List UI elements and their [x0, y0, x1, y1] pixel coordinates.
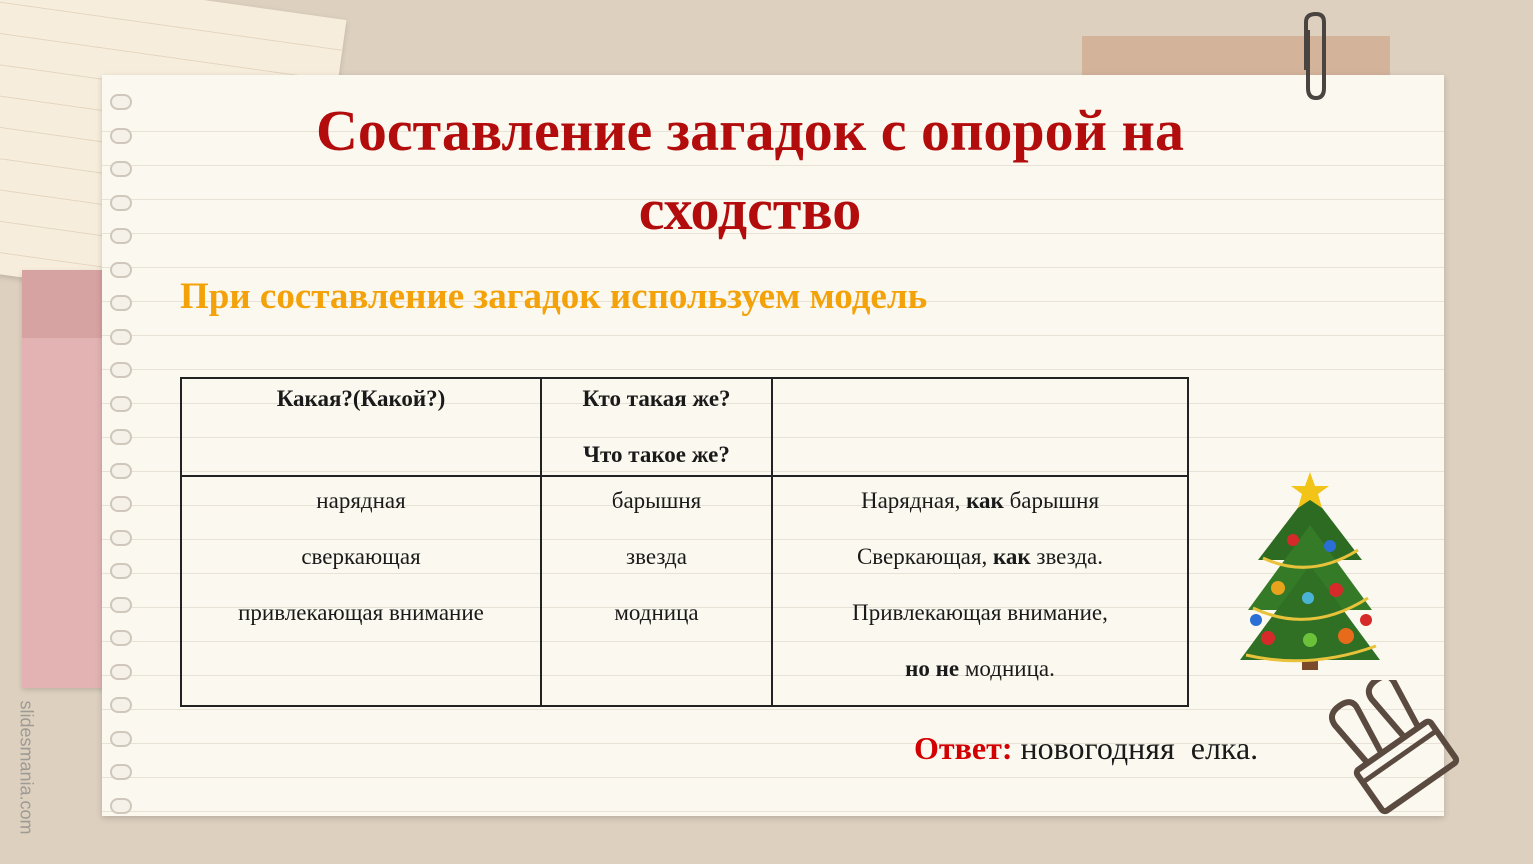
spiral-ring: [110, 731, 132, 747]
list-item: но не модница.: [905, 656, 1055, 681]
spiral-ring: [110, 329, 132, 345]
spiral-ring: [110, 161, 132, 177]
spiral-ring: [110, 630, 132, 646]
watermark: slidesmania.com: [16, 700, 37, 835]
spiral-ring: [110, 697, 132, 713]
spiral-ring: [110, 597, 132, 613]
table-cell: [541, 476, 772, 706]
spiral-ring: [110, 496, 132, 512]
list-item: барышня: [611, 488, 702, 513]
list-item: Сверкающая, как звезда.: [856, 544, 1104, 569]
table-cell: [772, 476, 1188, 706]
christmas-tree-icon: [1238, 470, 1383, 680]
list-item: нарядная: [316, 488, 406, 513]
answer-line: [914, 730, 1258, 767]
model-table: [180, 377, 1189, 707]
list-item: Нарядная, как барышня: [860, 488, 1100, 513]
spiral-ring: [110, 764, 132, 780]
list-item: сверкающая: [301, 544, 421, 569]
list-item: звезда: [626, 544, 687, 569]
spiral-ring: [110, 195, 132, 211]
spiral-ring: [110, 295, 132, 311]
spiral-ring: [110, 463, 132, 479]
list-item: привлекающая внимание: [238, 600, 484, 625]
slide-subtitle: При составление загадок используем модель: [180, 276, 928, 317]
table-header-row: [181, 378, 1188, 476]
slide-title: Составление загадок с опорой на сходство: [316, 98, 1184, 242]
list-item: Привлекающая внимание,: [852, 600, 1108, 625]
header-cell: Какая?(Какой?): [181, 378, 541, 476]
binder-clip-icon: [1320, 680, 1470, 820]
spiral-ring: [110, 563, 132, 579]
table-cell: [181, 476, 541, 706]
header-cell: Кто такая же? Что такое же?: [541, 378, 772, 476]
table-row: [181, 476, 1188, 706]
header-cell: [772, 378, 1188, 476]
spiral-ring: [110, 530, 132, 546]
spiral-ring: [110, 128, 132, 144]
paperclip-icon: [1298, 10, 1334, 102]
answer-label: Ответ:: [914, 730, 1013, 766]
list-item: модница: [614, 600, 699, 625]
spiral-ring: [110, 396, 132, 412]
spiral-ring: [110, 798, 132, 814]
spiral-ring: [110, 262, 132, 278]
spiral-ring: [110, 228, 132, 244]
spiral-ring: [110, 429, 132, 445]
spiral-ring: [110, 664, 132, 680]
spiral-ring: [110, 362, 132, 378]
answer-text: новогодняя елка.: [1012, 730, 1259, 766]
spiral-ring: [110, 94, 132, 110]
